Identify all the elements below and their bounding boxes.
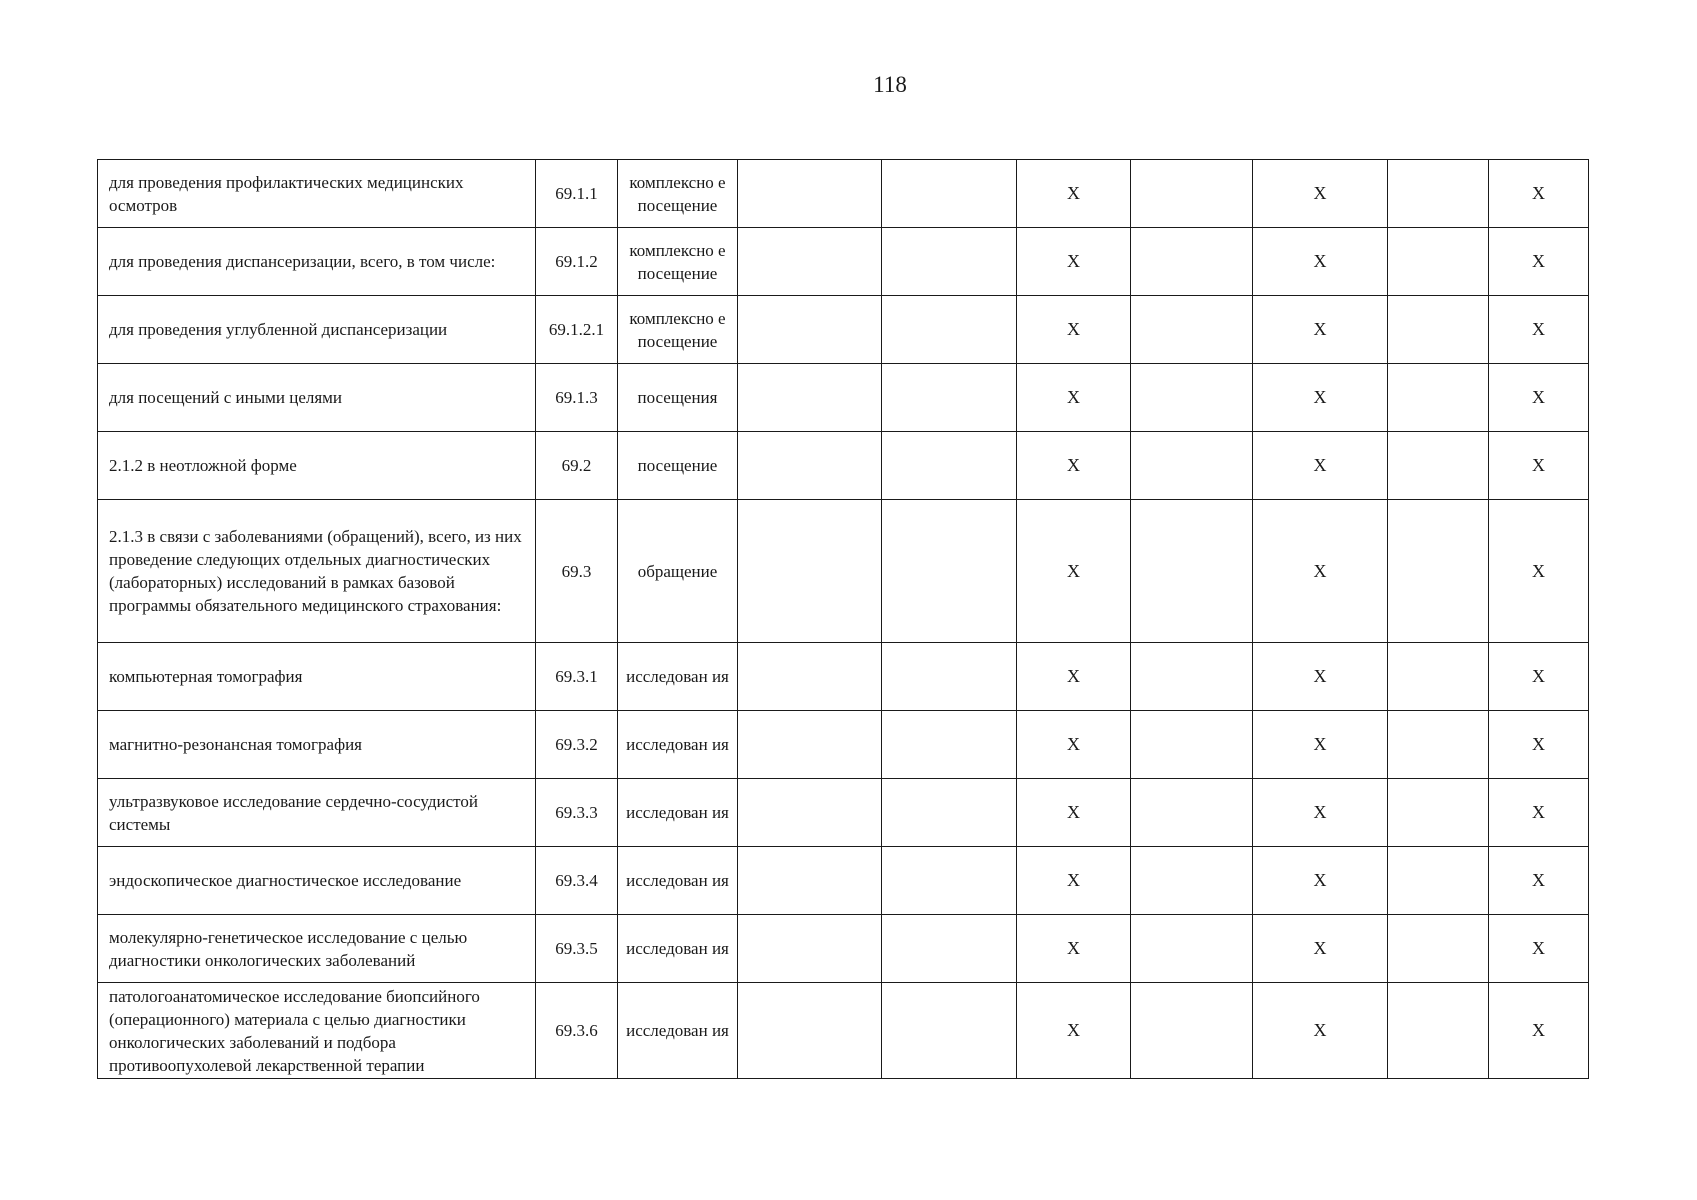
- row-code-cell: 69.3.5: [536, 915, 618, 983]
- row-mark-cell: X: [1489, 432, 1589, 500]
- row-mark-cell: X: [1489, 983, 1589, 1079]
- row-name-cell: 2.1.2 в неотложной форме: [98, 432, 536, 500]
- row-mark-cell: X: [1253, 364, 1388, 432]
- row-mark-cell: X: [1489, 779, 1589, 847]
- row-value-cell: [1131, 983, 1253, 1079]
- table-body: [98, 160, 1671, 1079]
- table-row: [98, 915, 1671, 983]
- row-value-cell: [1131, 228, 1253, 296]
- row-mark-cell: X: [1253, 432, 1388, 500]
- row-value-cell: [738, 296, 882, 364]
- row-value-cell: [1131, 711, 1253, 779]
- row-name-cell: магнитно-резонансная томография: [98, 711, 536, 779]
- report-table: [97, 159, 1671, 1079]
- row-unit-cell: исследован ия: [618, 643, 738, 711]
- row-mark-cell: X: [1017, 779, 1131, 847]
- row-mark-cell: X: [1489, 296, 1589, 364]
- row-value-cell: [882, 500, 1017, 643]
- row-name-cell: для проведения углубленной диспансеризации: [98, 296, 536, 364]
- row-value-cell: [1131, 296, 1253, 364]
- row-mark-cell: X: [1253, 915, 1388, 983]
- row-value-cell: [1131, 915, 1253, 983]
- row-unit-cell: исследован ия: [618, 779, 738, 847]
- row-value-cell: [882, 847, 1017, 915]
- row-name-cell: компьютерная томография: [98, 643, 536, 711]
- row-value-cell: [1131, 779, 1253, 847]
- row-mark-cell: X: [1017, 364, 1131, 432]
- row-mark-cell: X: [1253, 500, 1388, 643]
- row-value-cell: [1388, 779, 1489, 847]
- row-value-cell: [738, 779, 882, 847]
- row-mark-cell: X: [1489, 643, 1589, 711]
- row-value-cell: [882, 296, 1017, 364]
- row-value-cell: [738, 915, 882, 983]
- row-value-cell: [882, 364, 1017, 432]
- row-value-cell: [1131, 500, 1253, 643]
- row-mark-cell: X: [1017, 228, 1131, 296]
- row-value-cell: [882, 432, 1017, 500]
- row-value-cell: [738, 432, 882, 500]
- row-value-cell: [1388, 432, 1489, 500]
- row-value-cell: [882, 228, 1017, 296]
- row-mark-cell: X: [1489, 228, 1589, 296]
- row-mark-cell: X: [1017, 432, 1131, 500]
- table-row: [98, 847, 1671, 915]
- row-mark-cell: X: [1017, 847, 1131, 915]
- row-value-cell: [1388, 983, 1489, 1079]
- row-unit-cell: посещение: [618, 432, 738, 500]
- row-value-cell: [1131, 643, 1253, 711]
- row-value-cell: [1388, 228, 1489, 296]
- row-name-cell: для посещений с иными целями: [98, 364, 536, 432]
- row-value-cell: [882, 779, 1017, 847]
- row-mark-cell: X: [1017, 711, 1131, 779]
- row-unit-cell: комплексно е посещение: [618, 296, 738, 364]
- row-code-cell: 69.3: [536, 500, 618, 643]
- row-mark-cell: X: [1017, 643, 1131, 711]
- row-mark-cell: X: [1253, 983, 1388, 1079]
- table-row: [98, 432, 1671, 500]
- table-row: [98, 160, 1671, 228]
- row-value-cell: [882, 643, 1017, 711]
- row-value-cell: [1388, 160, 1489, 228]
- row-code-cell: 69.1.1: [536, 160, 618, 228]
- row-unit-cell: исследован ия: [618, 983, 738, 1079]
- row-code-cell: 69.1.3: [536, 364, 618, 432]
- table-row: [98, 983, 1671, 1079]
- row-mark-cell: X: [1253, 779, 1388, 847]
- row-code-cell: 69.2: [536, 432, 618, 500]
- row-value-cell: [1388, 364, 1489, 432]
- row-value-cell: [882, 915, 1017, 983]
- row-mark-cell: X: [1253, 711, 1388, 779]
- row-value-cell: [1131, 847, 1253, 915]
- table-row: [98, 228, 1671, 296]
- row-name-cell: патологоанатомическое исследование биопсийного (операционного) материала с целью диагностики онкологических заболеваний и подбора противоопухолевой лекарственной терапии: [98, 983, 536, 1079]
- row-name-cell: молекулярно-генетическое исследование с целью диагностики онкологических заболеваний: [98, 915, 536, 983]
- table-row: [98, 296, 1671, 364]
- row-name-cell: для проведения профилактических медицинских осмотров: [98, 160, 536, 228]
- row-mark-cell: X: [1489, 500, 1589, 643]
- row-mark-cell: X: [1253, 643, 1388, 711]
- row-value-cell: [738, 711, 882, 779]
- row-code-cell: 69.3.2: [536, 711, 618, 779]
- row-mark-cell: X: [1489, 915, 1589, 983]
- row-value-cell: [738, 160, 882, 228]
- row-unit-cell: комплексно е посещение: [618, 228, 738, 296]
- row-value-cell: [1388, 847, 1489, 915]
- table-row: [98, 364, 1671, 432]
- row-value-cell: [738, 364, 882, 432]
- row-name-cell: 2.1.3 в связи с заболеваниями (обращений), всего, из них проведение следующих отдельных диагностических (лабораторных) исследований в рамках базовой программы обязательного медицинского страхования:: [98, 500, 536, 643]
- row-value-cell: [1388, 643, 1489, 711]
- row-name-cell: для проведения диспансеризации, всего, в том числе:: [98, 228, 536, 296]
- row-value-cell: [1131, 432, 1253, 500]
- row-mark-cell: X: [1489, 160, 1589, 228]
- row-code-cell: 69.3.1: [536, 643, 618, 711]
- row-name-cell: ультразвуковое исследование сердечно-сосудистой системы: [98, 779, 536, 847]
- table-row: [98, 779, 1671, 847]
- row-value-cell: [882, 711, 1017, 779]
- row-value-cell: [882, 983, 1017, 1079]
- row-code-cell: 69.1.2.1: [536, 296, 618, 364]
- row-unit-cell: исследован ия: [618, 711, 738, 779]
- row-code-cell: 69.3.6: [536, 983, 618, 1079]
- table-row: [98, 500, 1671, 643]
- row-mark-cell: X: [1017, 983, 1131, 1079]
- page-number: 118: [873, 72, 907, 97]
- row-code-cell: 69.1.2: [536, 228, 618, 296]
- table-row: [98, 711, 1671, 779]
- row-code-cell: 69.3.4: [536, 847, 618, 915]
- table-row: [98, 643, 1671, 711]
- row-mark-cell: X: [1489, 364, 1589, 432]
- row-mark-cell: X: [1489, 711, 1589, 779]
- row-mark-cell: X: [1253, 160, 1388, 228]
- row-value-cell: [738, 228, 882, 296]
- row-mark-cell: X: [1017, 296, 1131, 364]
- row-value-cell: [738, 847, 882, 915]
- row-mark-cell: X: [1017, 915, 1131, 983]
- row-value-cell: [738, 500, 882, 643]
- row-mark-cell: X: [1489, 847, 1589, 915]
- row-value-cell: [738, 643, 882, 711]
- row-value-cell: [1131, 160, 1253, 228]
- row-code-cell: 69.3.3: [536, 779, 618, 847]
- row-value-cell: [738, 983, 882, 1079]
- row-value-cell: [1388, 711, 1489, 779]
- row-mark-cell: X: [1017, 500, 1131, 643]
- row-value-cell: [1388, 296, 1489, 364]
- row-mark-cell: X: [1017, 160, 1131, 228]
- row-name-cell: эндоскопическое диагностическое исследование: [98, 847, 536, 915]
- row-value-cell: [1388, 915, 1489, 983]
- row-value-cell: [1131, 364, 1253, 432]
- row-unit-cell: исследован ия: [618, 915, 738, 983]
- row-mark-cell: X: [1253, 847, 1388, 915]
- row-unit-cell: обращение: [618, 500, 738, 643]
- row-unit-cell: исследован ия: [618, 847, 738, 915]
- row-unit-cell: посещения: [618, 364, 738, 432]
- row-unit-cell: комплексно е посещение: [618, 160, 738, 228]
- row-mark-cell: X: [1253, 228, 1388, 296]
- row-value-cell: [882, 160, 1017, 228]
- row-mark-cell: X: [1253, 296, 1388, 364]
- row-value-cell: [1388, 500, 1489, 643]
